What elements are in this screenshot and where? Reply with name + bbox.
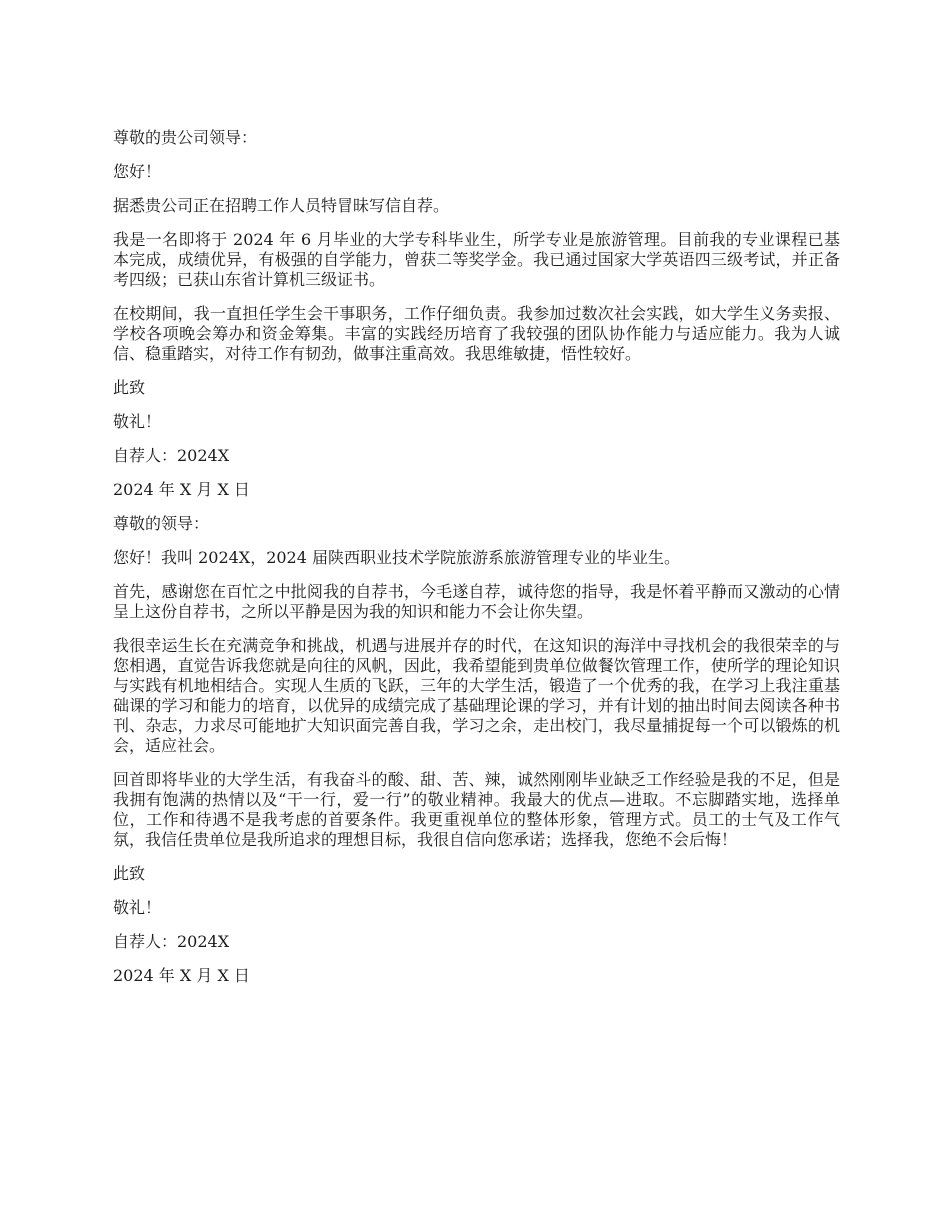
signature: 自荐人：2024X [113,446,230,465]
body-paragraph: 我很幸运生长在充满竞争和挑战，机遇与进展并存的时代，在这知识的海洋中寻找机会的我很荣幸的与您相遇，直觉告诉我您就是向往的风帆，因此，我希望能到贵单位做餐饮管理工作，使所学的理论知识与实践有机地相结合。实现人生质的飞跃，三年的大学生活，锻造了一个优秀的我，在学习上我注重基础课的学习和能力的培育，以优异的成绩完成了基础理论课的学习，并有计划的抽出时间去阅读各种书刊、杂志，力求尽可能地扩大知识面完善自我，学习之余，走出校门，我尽量捕捉每一个可以锻炼的机会，适应社会。 [113,636,840,755]
body-paragraph: 回首即将毕业的大学生活，有我奋斗的酸、甜、苦、辣，诚然刚刚毕业缺乏工作经验是我的不足，但是我拥有饱满的热情以及“干一行，爱一行”的敬业精神。我最大的优点—进取。不忘脚踏实地，选择单位，工作和待遇不是我考虑的首要条件。我更重视单位的整体形象，管理方式。员工的士气及工作气氛，我信任贵单位是我所追求的理想目标，我很自信向您承诺；选择我，您绝不会后悔！ [113,770,840,849]
salutation: 尊敬的领导： [113,514,210,533]
body-paragraph: 首先，感谢您在百忙之中批阅我的自荐书，今毛遂自荐，诚待您的指导，我是怀着平静而又激动的心情呈上这份自荐书，之所以平静是因为我的知识和能力不会让你失望。 [113,582,840,621]
closing-line: 敬礼！ [113,412,162,431]
greeting: 您好！ [113,162,162,181]
intro-paragraph: 据悉贵公司正在招聘工作人员特冒昧写信自荐。 [113,196,450,215]
letter-2 [113,514,840,986]
closing-line: 此致 [113,864,146,883]
body-paragraph: 我是一名即将于 2024 年 6 月毕业的大学专科毕业生，所学专业是旅游管理。目前我的专业课程已基本完成，成绩优异，有极强的自学能力，曾获二等奖学金。我已通过国家大学英语四三级考试，并正备考四级；已获山东省计算机三级证书。 [113,230,840,289]
date-line: 2024 年 X 月 X 日 [113,480,250,499]
body-paragraph: 在校期间，我一直担任学生会干事职务，工作仔细负责。我参加过数次社会实践，如大学生义务卖报、学校各项晚会筹办和资金筹集。丰富的实践经历培育了我较强的团队协作能力与适应能力。我为人诚信、稳重踏实，对待工作有韧劲，做事注重高效。我思维敏捷，悟性较好。 [113,304,840,363]
greeting: 您好！我叫 2024X，2024 届陕西职业技术学院旅游系旅游管理专业的毕业生。 [113,548,681,567]
closing-line: 此致 [113,378,146,397]
document-page [113,128,840,1000]
signature: 自荐人：2024X [113,932,230,951]
date-line: 2024 年 X 月 X 日 [113,966,250,985]
letter-1 [113,128,840,500]
salutation: 尊敬的贵公司领导： [113,128,258,147]
closing-line: 敬礼！ [113,898,162,917]
